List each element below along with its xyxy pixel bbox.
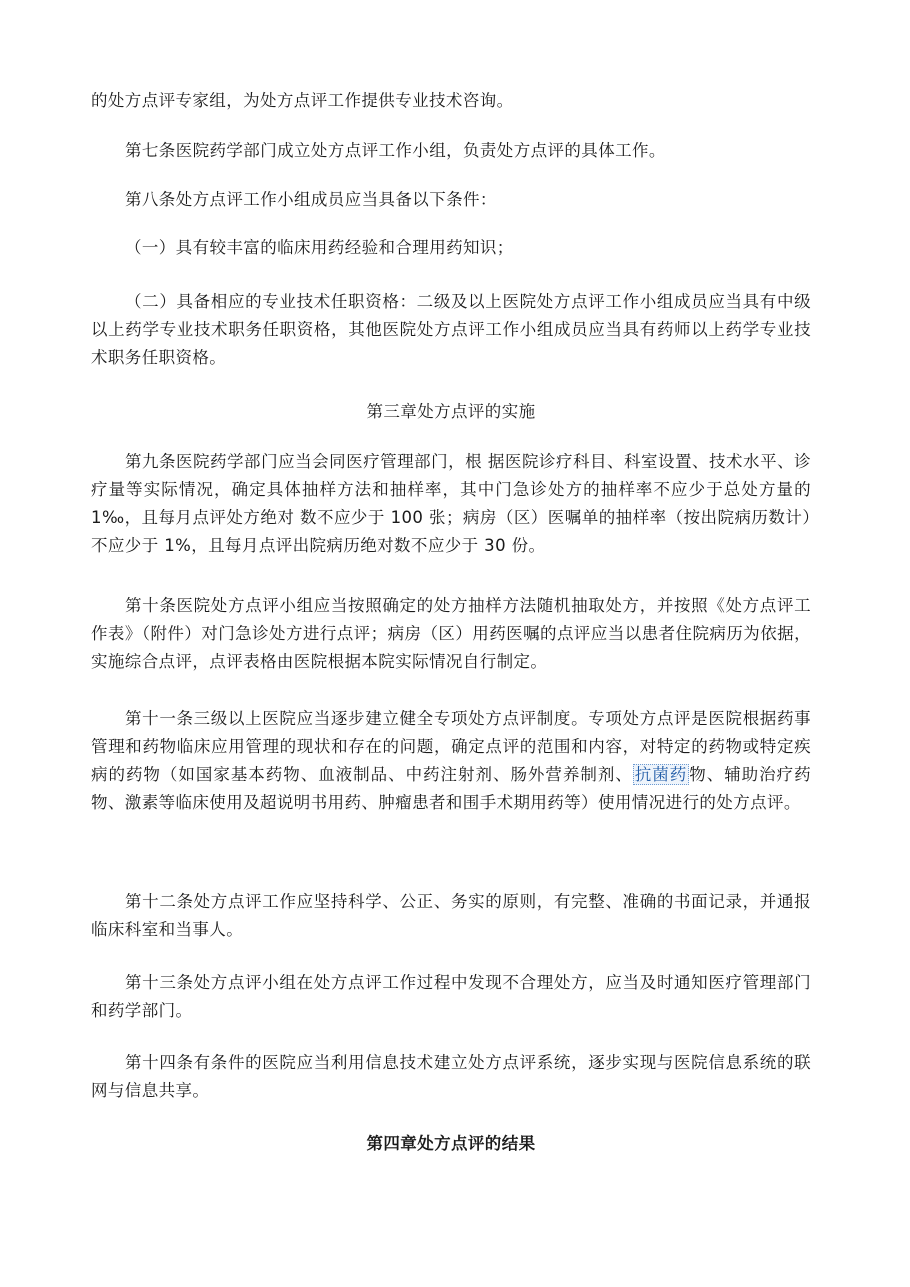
paragraph-article-13: 第十三条处方点评小组在处方点评工作过程中发现不合理处方，应当及时通知医疗管理部门和药学部门。 xyxy=(91,973,811,1020)
paragraph-article-8: 第八条处方点评工作小组成员应当具备以下条件： xyxy=(125,190,497,209)
paragraph-article-12: 第十二条处方点评工作应坚持科学、公正、务实的原则，有完整、准确的书面记录，并通报临床科室和当事人。 xyxy=(91,892,811,939)
paragraph-article-11 xyxy=(91,705,811,817)
paragraph-article-14: 第十四条有条件的医院应当利用信息技术建立处方点评系统，逐步实现与医院信息系统的联网与信息共享。 xyxy=(91,1053,811,1100)
paragraph-article-10: 第十条医院处方点评小组应当按照确定的处方抽样方法随机抽取处方，并按照《处方点评工作表》（附件）对门急诊处方进行点评；病房（区）用药医嘱的点评应当以患者住院病历为依据，实施综合点评，点评表格由医院根据本院实际情况自行制定。 xyxy=(91,596,811,671)
paragraph-article-7: 第七条医院药学部门成立处方点评工作小组，负责处方点评的具体工作。 xyxy=(125,141,666,160)
paragraph-article-9: 第九条医院药学部门应当会同医疗管理部门，根 据医院诊疗科目、科室设置、技术水平、诊疗量等实际情况，确定具体抽样方法和抽样率，其中门急诊处方的抽样率不应少于总处方量的 1‰，且每月点评处方绝对 数不应少于 100 张；病房（区）医嘱单的抽样率（按出院病历数计）不应少于 1%，且每月点评出院病历绝对数不应少于 30 份。 xyxy=(91,452,811,555)
chapter-4-heading: 第四章处方点评的结果 xyxy=(366,1134,536,1153)
paragraph-condition-2: （二）具备相应的专业技术任职资格：二级及以上医院处方点评工作小组成员应当具有中级以上药学专业技术职务任职资格，其他医院处方点评工作小组成员应当具有药师以上药学专业技术职务任职资格。 xyxy=(91,292,811,367)
chapter-3-heading: 第三章处方点评的实施 xyxy=(366,402,536,421)
article-11-text-start: 第十一条三级以上医院应当逐步建立健全专项处方点评制度。专项处方点评是医院根据药事管理和药物临床应用管理的现状和存在的问题，确定点评的范围和内容，对特定的药物或特定疾病的药物（如国家基本药物、血液制品、中药注射剂、肠外营养制剂、 xyxy=(91,709,811,784)
paragraph-condition-1: （一）具有较丰富的临床用药经验和合理用药知识； xyxy=(125,238,514,257)
antibacterial-drug-link[interactable]: 抗菌药 xyxy=(634,765,688,784)
article-11-text-end: 物、辅助治疗药物、激素等临床使用及超说明书用药、肿瘤患者和围手术期用药等）使用情况进行的处方点评。 xyxy=(91,765,811,812)
paragraph-expert-group: 的处方点评专家组，为处方点评工作提供专业技术咨询。 xyxy=(91,91,514,110)
